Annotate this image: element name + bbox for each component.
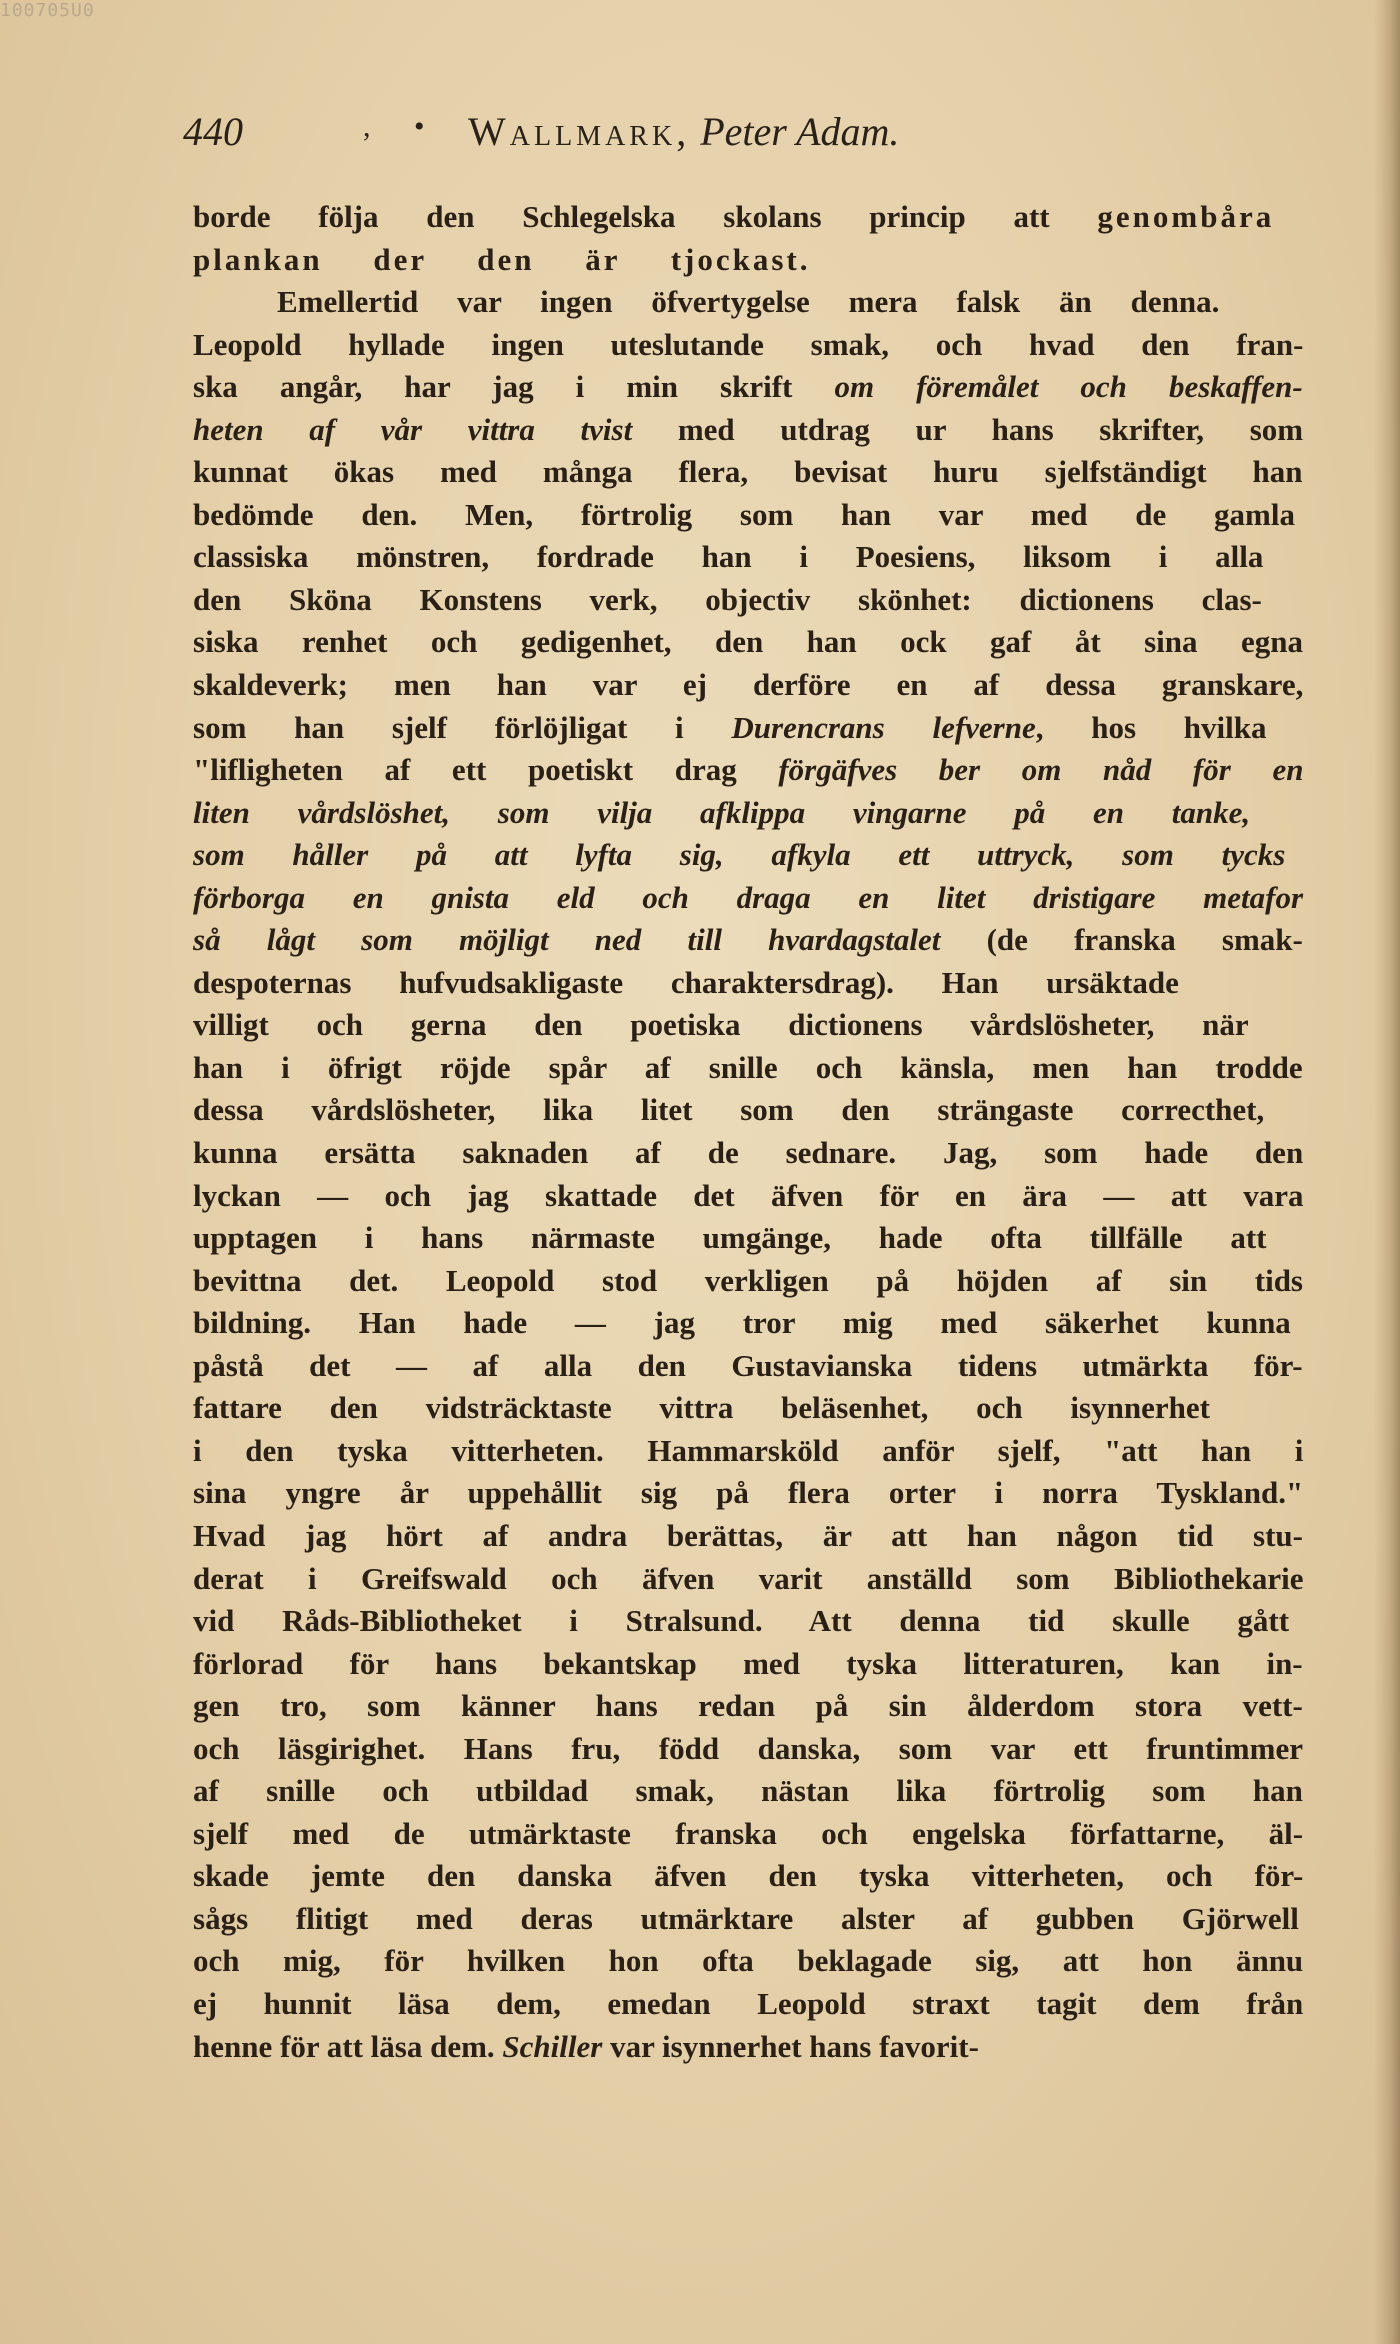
text-segment: lyckan — och jag skattade det äfven för en ära — att vara: [193, 1177, 1304, 1213]
text-segment: ej hunnit läsa dem, emedan Leopold straxt tagit dem från: [193, 1985, 1304, 2021]
text-segment: "lifligheten af ett poetiskt drag: [193, 752, 779, 788]
text-line: [193, 281, 1303, 324]
text-segment: sågs flitigt med deras utmärktare alster af gubben Gjörwell: [193, 1900, 1299, 1936]
text-segment: kunna ersätta saknaden af de sednare. Jag, som hade den: [193, 1135, 1304, 1171]
text-line: [193, 792, 1303, 835]
text-line: [193, 1600, 1303, 1643]
text-segment: förborga en gnista eld och draga en litet dristigare metafor: [193, 879, 1304, 915]
text-line: [193, 1260, 1303, 1303]
header-ornament: , •: [363, 110, 443, 143]
text-line: [193, 1175, 1303, 1218]
text-segment: bildning. Han hade — jag tror mig med säkerhet kunna: [193, 1305, 1291, 1341]
text-line: [193, 1515, 1303, 1558]
text-segment: kunnat ökas med många flera, bevisat huru sjelfständigt han: [193, 454, 1303, 490]
text-line: [193, 324, 1303, 367]
text-line: [193, 196, 1303, 239]
text-segment: skade jemte den danska äfven den tyska vitterheten, och för-: [193, 1858, 1304, 1894]
text-line: [193, 664, 1303, 707]
running-head: [468, 108, 899, 155]
text-line: [193, 536, 1303, 579]
text-segment: sina yngre år uppehållit sig på flera orter i norra Tyskland.": [193, 1475, 1304, 1511]
text-line: [193, 239, 1303, 282]
body-text: [193, 196, 1303, 2068]
text-line: [193, 1217, 1303, 1260]
text-line: [193, 1430, 1303, 1473]
text-line: [193, 1685, 1303, 1728]
text-segment: han i öfrigt röjde spår af snille och känsla, men han trodde: [193, 1049, 1303, 1085]
text-segment: liten vårdslöshet, som vilja afklippa vingarne på en tanke,: [193, 794, 1251, 830]
text-line: [193, 621, 1303, 664]
text-segment: och mig, för hvilken hon ofta beklagade sig, att hon ännu: [193, 1943, 1304, 1979]
text-segment: skaldeverk; men han var ej derföre en af dessa granskare,: [193, 667, 1304, 703]
text-line: [193, 1983, 1303, 2026]
text-line: [193, 1813, 1303, 1856]
text-segment: Durencrans lefverne: [731, 709, 1036, 745]
text-line: [193, 1004, 1303, 1047]
text-line: [193, 749, 1303, 792]
text-segment: siska renhet och gedigenhet, den han ock gaf åt sina egna: [193, 624, 1303, 660]
running-head-surname: Wallmark,: [468, 109, 691, 154]
text-segment: den Sköna Konstens verk, objectiv skönhet: dictionens clas-: [193, 581, 1262, 617]
text-line: [193, 877, 1303, 920]
text-line: [193, 1472, 1303, 1515]
text-segment: gen tro, som känner hans redan på sin ålderdom stora vett-: [193, 1688, 1303, 1724]
text-segment: upptagen i hans närmaste umgänge, hade ofta tillfälle att: [193, 1220, 1267, 1256]
text-segment: , hos hvilka: [1035, 709, 1267, 745]
text-segment: bevittna det. Leopold stod verkligen på höjden af sin tids: [193, 1262, 1303, 1298]
text-line: [193, 1047, 1303, 1090]
text-segment: classiska mönstren, fordrade han i Poesiens, liksom i alla: [193, 539, 1264, 575]
text-segment: förgäfves ber om nåd för en: [778, 752, 1304, 788]
text-segment: ska angår, har jag i min skrift: [193, 369, 835, 405]
text-segment: Leopold hyllade ingen uteslutande smak, och hvad den fran-: [193, 326, 1304, 362]
text-segment: med utdrag ur hans skrifter, som: [632, 411, 1304, 447]
text-segment: fattare den vidsträcktaste vittra beläsenhet, och isynnerhet: [193, 1390, 1210, 1426]
page-number: 440: [183, 109, 243, 154]
text-segment: så lågt som möjligt ned till hvardagstalet: [193, 922, 941, 958]
text-line: [193, 409, 1303, 452]
text-line: [193, 2026, 1303, 2069]
text-segment: heten af vår vittra tvist: [193, 411, 633, 447]
text-line: [193, 1855, 1303, 1898]
text-line: [193, 1898, 1303, 1941]
text-segment: sjelf med de utmärktaste franska och engelska författarne, äl-: [193, 1815, 1304, 1851]
text-line: [193, 1302, 1303, 1345]
text-segment: påstå det — af alla den Gustavianska tidens utmärkta för-: [193, 1347, 1303, 1383]
text-segment: despoternas hufvudsakligaste charaktersdrag). Han ursäktade: [193, 964, 1179, 1000]
running-head-given-name: Peter Adam.: [700, 109, 900, 154]
text-segment: plankan der den är tjockast.: [193, 241, 811, 277]
text-segment: i den tyska vitterheten. Hammarsköld anför sjelf, "att han i: [193, 1432, 1304, 1468]
text-line: [193, 919, 1303, 962]
page-header: [183, 108, 1303, 158]
catalog-stamp: 100705U0: [0, 0, 95, 21]
text-segment: borde följa den Schlegelska skolans princip att: [193, 199, 1098, 234]
text-segment: dessa vårdslösheter, lika litet som den strängaste correcthet,: [193, 1092, 1265, 1128]
text-line: [193, 579, 1303, 622]
text-line: [193, 1387, 1303, 1430]
text-line: [193, 1558, 1303, 1601]
text-line: [193, 962, 1303, 1005]
text-segment: Schiller: [502, 2028, 603, 2064]
text-segment: Hvad jag hört af andra berättas, är att han någon tid stu-: [193, 1517, 1303, 1553]
text-segment: som han sjelf förlöjligat i: [193, 709, 732, 745]
text-segment: som håller på att lyfta sig, afkyla ett uttryck, som tycks: [193, 837, 1286, 873]
text-segment: var isynnerhet hans favorit-: [602, 2028, 979, 2064]
text-segment: villigt och gerna den poetiska dictionens vårdslösheter, när: [193, 1007, 1249, 1043]
text-segment: Emellertid var ingen öfvertygelse mera falsk än denna.: [277, 284, 1220, 320]
text-segment: genombåra: [1097, 199, 1275, 234]
text-line: [193, 1940, 1303, 1983]
text-segment: henne för att läsa dem.: [193, 2028, 503, 2064]
text-line: [193, 834, 1303, 877]
text-line: [193, 451, 1303, 494]
text-segment: förlorad för hans bekantskap med tyska litteraturen, kan in-: [193, 1645, 1303, 1681]
text-line: [193, 1770, 1303, 1813]
text-line: [193, 1132, 1303, 1175]
text-segment: af snille och utbildad smak, nästan lika förtrolig som han: [193, 1773, 1303, 1809]
text-line: [193, 1643, 1303, 1686]
text-segment: derat i Greifswald och äfven varit anställd som Bibliothekarie: [193, 1560, 1304, 1596]
text-line: [193, 1089, 1303, 1132]
text-line: [193, 1345, 1303, 1388]
text-segment: och läsgirighet. Hans fru, född danska, som var ett fruntimmer: [193, 1730, 1303, 1766]
text-line: [193, 366, 1303, 409]
text-segment: bedömde den. Men, förtrolig som han var med de gamla: [193, 496, 1295, 532]
text-line: [193, 1728, 1303, 1771]
text-segment: om föremålet och beskaffen-: [834, 369, 1303, 405]
text-line: [193, 494, 1303, 537]
text-segment: (de franska smak-: [940, 922, 1303, 958]
text-line: [193, 707, 1303, 750]
text-segment: vid Råds-Bibliotheket i Stralsund. Att denna tid skulle gått: [193, 1603, 1290, 1639]
page-edge-shadow: [1374, 0, 1400, 2344]
